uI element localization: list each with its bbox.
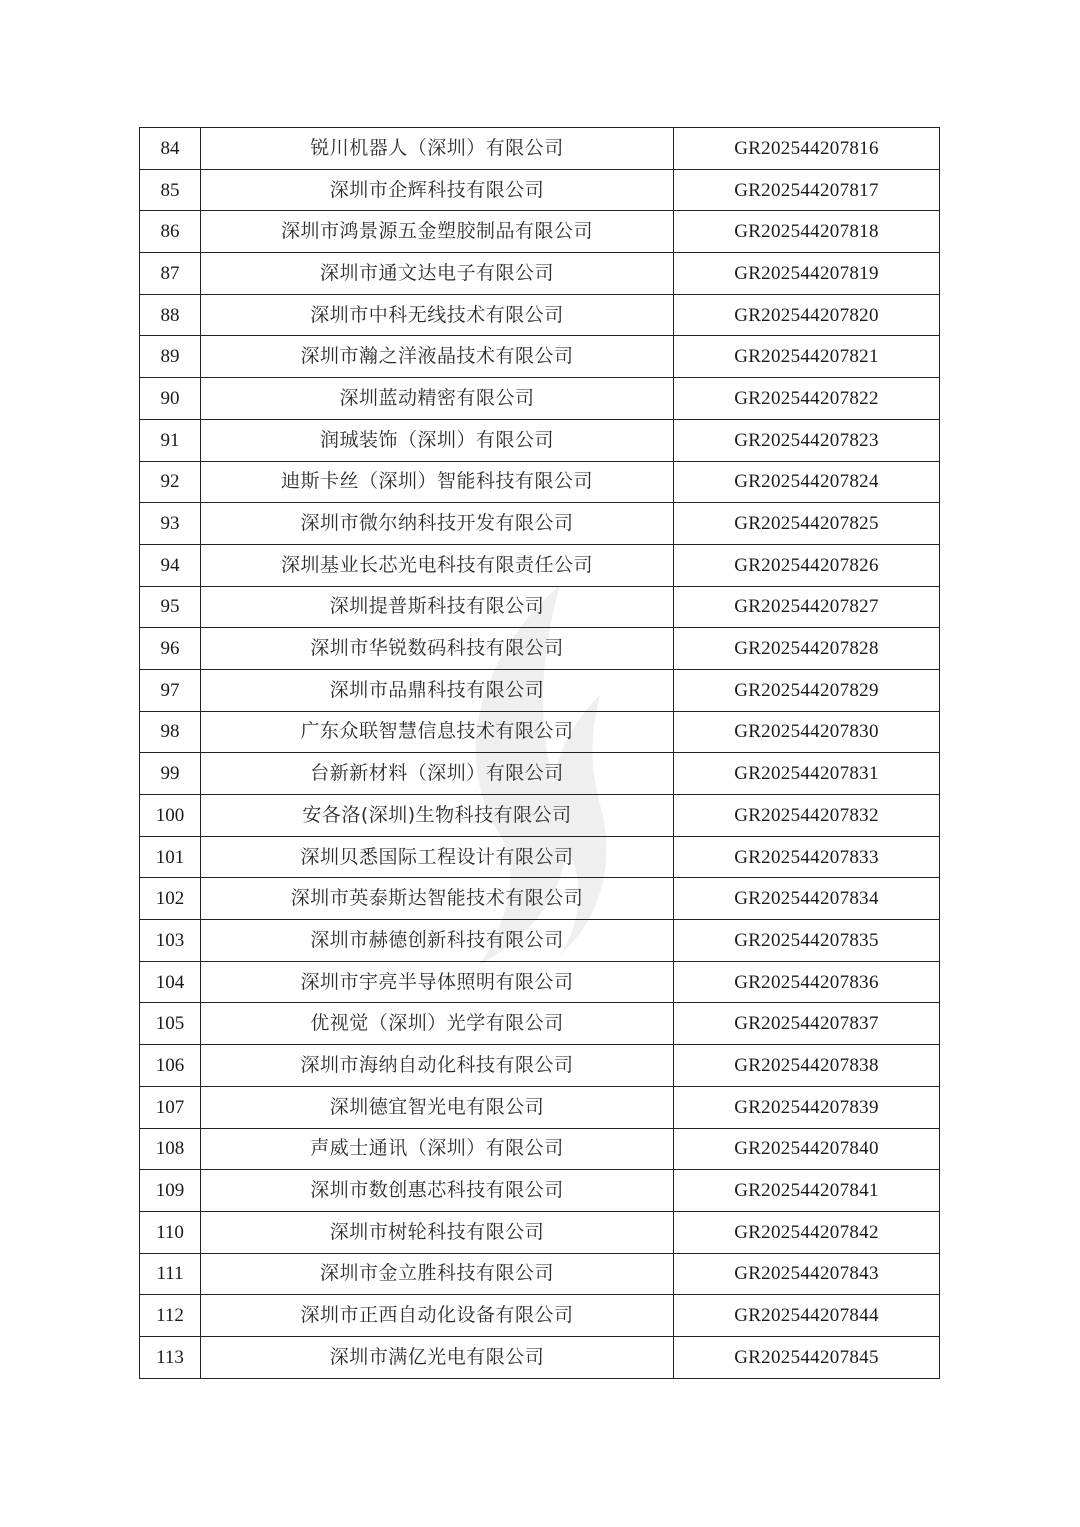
table-row (140, 1045, 940, 1087)
certificate-code: GR202544207822 (674, 378, 940, 420)
row-number: 112 (140, 1295, 201, 1337)
row-number: 99 (140, 753, 201, 795)
table-row (140, 169, 940, 211)
table-row (140, 1170, 940, 1212)
table-row (140, 419, 940, 461)
table-row (140, 1336, 940, 1378)
company-name: 深圳市金立胜科技有限公司 (201, 1253, 674, 1295)
table-row (140, 544, 940, 586)
certificate-code: GR202544207845 (674, 1336, 940, 1378)
certificate-code: GR202544207819 (674, 253, 940, 295)
table-row (140, 1211, 940, 1253)
table-row (140, 378, 940, 420)
company-name: 安各洛(深圳)生物科技有限公司 (201, 795, 674, 837)
table-row (140, 211, 940, 253)
certificate-code: GR202544207825 (674, 503, 940, 545)
company-name: 优视觉（深圳）光学有限公司 (201, 1003, 674, 1045)
table-row (140, 628, 940, 670)
row-number: 111 (140, 1253, 201, 1295)
table-row (140, 669, 940, 711)
certificate-code: GR202544207839 (674, 1086, 940, 1128)
company-name: 深圳市正西自动化设备有限公司 (201, 1295, 674, 1337)
company-name: 深圳市品鼎科技有限公司 (201, 669, 674, 711)
table-row (140, 294, 940, 336)
certificate-code: GR202544207823 (674, 419, 940, 461)
row-number: 91 (140, 419, 201, 461)
row-number: 93 (140, 503, 201, 545)
company-name: 润珹装饰（深圳）有限公司 (201, 419, 674, 461)
table-row (140, 878, 940, 920)
table-row (140, 753, 940, 795)
company-name: 深圳市瀚之洋液晶技术有限公司 (201, 336, 674, 378)
certificate-code: GR202544207840 (674, 1128, 940, 1170)
table-row (140, 795, 940, 837)
certificate-code: GR202544207835 (674, 920, 940, 962)
row-number: 92 (140, 461, 201, 503)
company-name: 深圳市中科无线技术有限公司 (201, 294, 674, 336)
row-number: 88 (140, 294, 201, 336)
table-row (140, 128, 940, 170)
row-number: 109 (140, 1170, 201, 1212)
certificate-code: GR202544207824 (674, 461, 940, 503)
row-number: 86 (140, 211, 201, 253)
company-name: 锐川机器人（深圳）有限公司 (201, 128, 674, 170)
company-name: 深圳市鸿景源五金塑胶制品有限公司 (201, 211, 674, 253)
row-number: 110 (140, 1211, 201, 1253)
company-name: 深圳基业长芯光电科技有限责任公司 (201, 544, 674, 586)
row-number: 103 (140, 920, 201, 962)
row-number: 105 (140, 1003, 201, 1045)
company-name: 深圳市微尔纳科技开发有限公司 (201, 503, 674, 545)
table-row (140, 461, 940, 503)
company-name: 深圳市海纳自动化科技有限公司 (201, 1045, 674, 1087)
certificate-code: GR202544207830 (674, 711, 940, 753)
certificate-code: GR202544207828 (674, 628, 940, 670)
certificate-code: GR202544207816 (674, 128, 940, 170)
company-name: 深圳市企辉科技有限公司 (201, 169, 674, 211)
certificate-table (139, 127, 940, 1379)
company-name: 深圳提普斯科技有限公司 (201, 586, 674, 628)
table-row (140, 586, 940, 628)
certificate-code: GR202544207832 (674, 795, 940, 837)
company-name: 广东众联智慧信息技术有限公司 (201, 711, 674, 753)
table-row (140, 336, 940, 378)
table-body (140, 128, 940, 1379)
row-number: 95 (140, 586, 201, 628)
row-number: 100 (140, 795, 201, 837)
table-row (140, 1003, 940, 1045)
row-number: 102 (140, 878, 201, 920)
company-name: 深圳市英泰斯达智能技术有限公司 (201, 878, 674, 920)
row-number: 106 (140, 1045, 201, 1087)
certificate-code: GR202544207844 (674, 1295, 940, 1337)
table-row (140, 961, 940, 1003)
table-row (140, 503, 940, 545)
company-name: 迪斯卡丝（深圳）智能科技有限公司 (201, 461, 674, 503)
table-row (140, 1253, 940, 1295)
row-number: 113 (140, 1336, 201, 1378)
table-row (140, 253, 940, 295)
certificate-code: GR202544207838 (674, 1045, 940, 1087)
certificate-code: GR202544207833 (674, 836, 940, 878)
company-name: 深圳德宜智光电有限公司 (201, 1086, 674, 1128)
company-name: 台新新材料（深圳）有限公司 (201, 753, 674, 795)
row-number: 101 (140, 836, 201, 878)
certificate-code: GR202544207843 (674, 1253, 940, 1295)
row-number: 96 (140, 628, 201, 670)
row-number: 98 (140, 711, 201, 753)
table-row (140, 1295, 940, 1337)
table-row (140, 711, 940, 753)
row-number: 107 (140, 1086, 201, 1128)
certificate-code: GR202544207831 (674, 753, 940, 795)
row-number: 85 (140, 169, 201, 211)
row-number: 97 (140, 669, 201, 711)
certificate-code: GR202544207834 (674, 878, 940, 920)
certificate-code: GR202544207841 (674, 1170, 940, 1212)
row-number: 89 (140, 336, 201, 378)
certificate-code: GR202544207821 (674, 336, 940, 378)
company-name: 深圳市数创惠芯科技有限公司 (201, 1170, 674, 1212)
company-name: 深圳市满亿光电有限公司 (201, 1336, 674, 1378)
company-name: 深圳市树轮科技有限公司 (201, 1211, 674, 1253)
row-number: 104 (140, 961, 201, 1003)
certificate-code: GR202544207817 (674, 169, 940, 211)
certificate-code: GR202544207820 (674, 294, 940, 336)
row-number: 87 (140, 253, 201, 295)
company-name: 深圳市赫德创新科技有限公司 (201, 920, 674, 962)
company-name: 深圳市华锐数码科技有限公司 (201, 628, 674, 670)
row-number: 94 (140, 544, 201, 586)
certificate-code: GR202544207826 (674, 544, 940, 586)
company-name: 深圳蓝动精密有限公司 (201, 378, 674, 420)
certificate-code: GR202544207818 (674, 211, 940, 253)
certificate-code: GR202544207836 (674, 961, 940, 1003)
table-row (140, 920, 940, 962)
certificate-code: GR202544207842 (674, 1211, 940, 1253)
table-row (140, 836, 940, 878)
company-name: 深圳贝悉国际工程设计有限公司 (201, 836, 674, 878)
row-number: 90 (140, 378, 201, 420)
certificate-code: GR202544207837 (674, 1003, 940, 1045)
row-number: 84 (140, 128, 201, 170)
company-name: 声威士通讯（深圳）有限公司 (201, 1128, 674, 1170)
table-row (140, 1086, 940, 1128)
certificate-code: GR202544207829 (674, 669, 940, 711)
table-row (140, 1128, 940, 1170)
company-name: 深圳市宇亮半导体照明有限公司 (201, 961, 674, 1003)
certificate-code: GR202544207827 (674, 586, 940, 628)
row-number: 108 (140, 1128, 201, 1170)
company-name: 深圳市通文达电子有限公司 (201, 253, 674, 295)
